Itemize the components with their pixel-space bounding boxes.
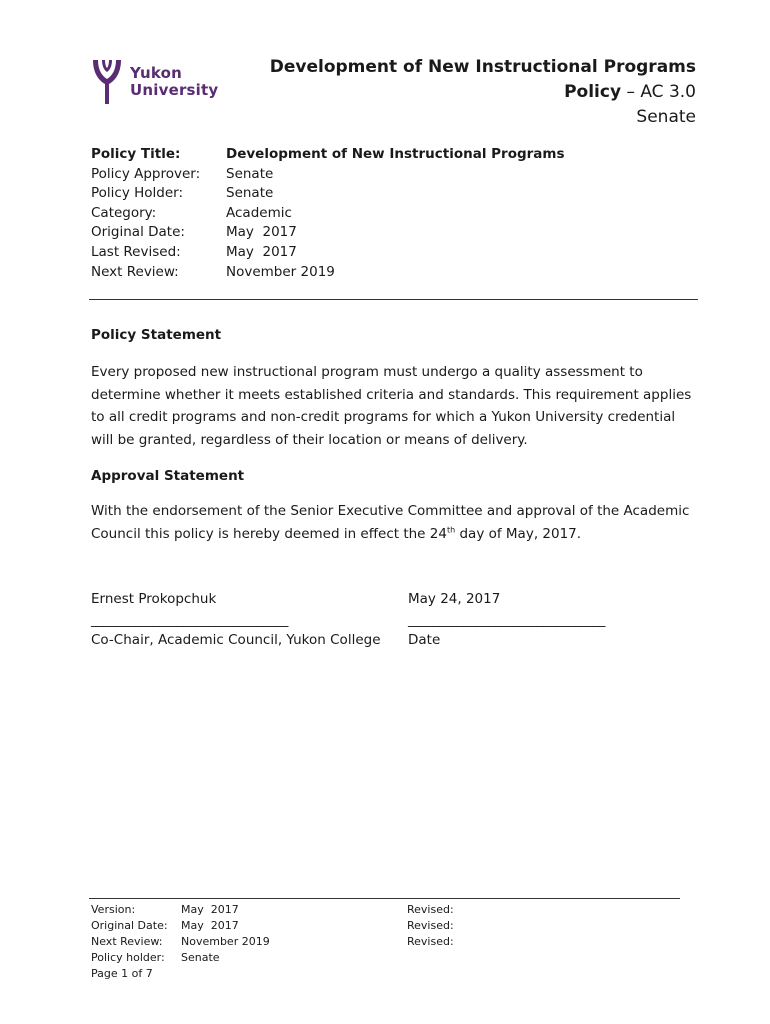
revised-label: Revised: [407,935,454,948]
policy-statement-body-wrap [91,361,696,451]
approval-statement-heading: Approval Statement [91,468,245,484]
revised-label: Revised: [407,903,454,916]
footer-row [91,934,270,950]
signature-block [91,590,381,650]
meta-value: November 2019 [226,263,335,280]
meta-row [91,145,565,165]
meta-value: Senate [226,185,274,202]
meta-row [91,243,565,263]
header-divider [89,299,698,300]
footer-value: May 2017 [181,903,239,916]
date-label: Date [408,632,441,648]
logo-wordmark [130,65,218,99]
logo-line-2: University [130,81,219,99]
approval-statement-section [91,465,696,488]
policy-statement-body: Every proposed new instructional program must undergo a quality assessment to determine whether it meets established criteria and standards. This requirement applies to all credit programs and non-credit programs for which a Yukon University credential will be granted, regardless of their location or means of delivery. [91,364,692,448]
footer-divider [89,898,680,899]
policy-metadata [91,145,565,282]
date-line: ________________________________ [408,612,605,628]
document-header [270,55,696,130]
approval-text-after: day of May, 2017. [455,525,582,542]
footer-key: Version: [91,903,136,916]
footer-version-info [91,902,270,982]
meta-value: Senate [226,165,274,182]
meta-value: Development of New Instructional Programs [226,146,565,162]
meta-value: Academic [226,204,292,221]
footer-row [91,902,270,918]
approval-text-ordinal: th [446,525,456,534]
meta-key: Next Review: [91,263,179,280]
document-title: Development of New Instructional Programs [269,57,696,77]
page-number: Page 1 of 7 [91,967,153,980]
meta-key: Policy Approver: [91,165,201,182]
signature-line: ________________________________ [91,612,288,628]
revised-label: Revised: [407,919,454,932]
policy-number [270,80,696,105]
footer-revisions [407,902,454,950]
footer-row [91,950,270,966]
policy-statement-heading: Policy Statement [91,327,222,343]
footer-value: May 2017 [181,919,239,932]
meta-row [91,263,565,283]
footer-key: Policy holder: [91,951,165,964]
date-block [408,590,605,650]
meta-value: May 2017 [226,243,297,260]
footer-value: Senate [181,951,220,964]
signature-date: May 24, 2017 [408,591,501,607]
meta-row [91,165,565,185]
yukon-university-logo [90,56,218,108]
meta-key: Last Revised: [91,243,181,260]
approval-text-before: With the endorsement of the Senior Executive Committee and approval of the Academic Council this policy is hereby deemed in effect the 24 [91,503,690,542]
policy-statement-section [91,324,696,347]
policy-code: – AC 3.0 [621,82,696,102]
footer-key: Next Review: [91,935,163,948]
policy-label: Policy [564,82,622,102]
footer-row [91,918,270,934]
meta-row [91,223,565,243]
yukon-logo-icon [90,56,124,108]
document-owner: Senate [636,107,696,127]
meta-value: May 2017 [226,224,297,241]
approval-statement-body [91,500,696,545]
logo-line-1: Yukon [130,64,183,82]
footer-value: November 2019 [181,935,270,948]
meta-row [91,184,565,204]
footer-key: Original Date: [91,919,168,932]
meta-key: Category: [91,204,157,221]
signatory-name: Ernest Prokopchuk [91,591,217,607]
approval-statement-body-wrap [91,500,696,545]
signatory-role: Co-Chair, Academic Council, Yukon College [91,632,381,648]
meta-key: Original Date: [91,224,185,241]
meta-key: Policy Title: [91,146,181,162]
meta-key: Policy Holder: [91,185,184,202]
meta-row [91,204,565,224]
